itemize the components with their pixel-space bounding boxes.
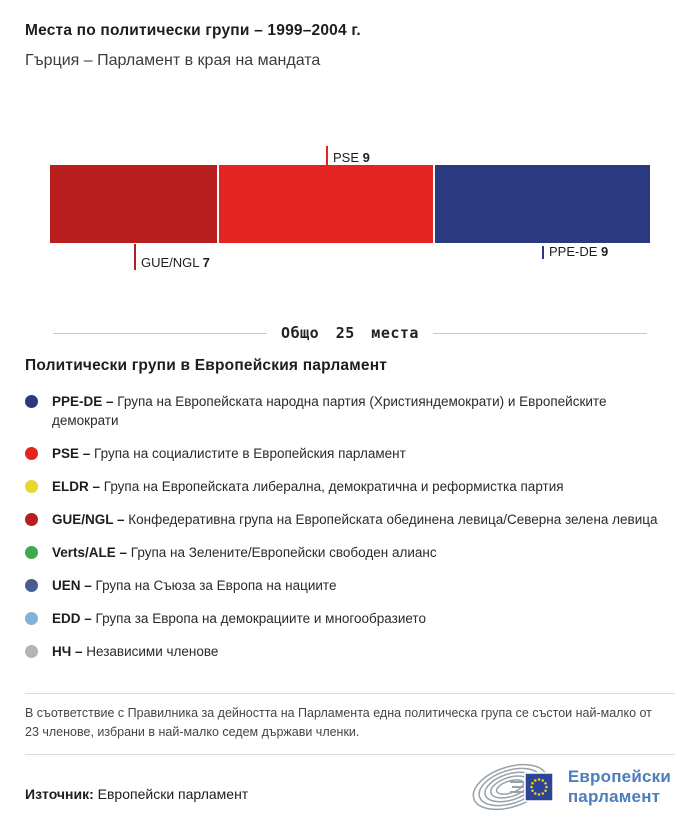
legend-color-dot — [25, 612, 38, 625]
segment-label: PSE 9 — [333, 150, 370, 165]
seats-bar-chart — [50, 142, 650, 270]
total-seats-divider — [53, 324, 647, 342]
source-value: Европейски парламент — [97, 786, 249, 802]
source-line — [25, 786, 248, 802]
bar-segment-ppe-de — [435, 165, 650, 243]
legend-color-dot — [25, 579, 38, 592]
eu-flag — [525, 773, 553, 801]
legend-item-text: Verts/ALE – Група на Зелените/Европейски свободен алианс — [52, 545, 437, 560]
european-parliament-logo — [470, 763, 671, 811]
total-seats-label: Общо 25 места — [281, 324, 419, 342]
bar-segment-pse — [219, 165, 434, 243]
ep-hemicycle-icon — [470, 763, 558, 811]
divider-line-left — [53, 333, 267, 334]
tick-mark — [134, 244, 136, 270]
legend-item-text: ELDR – Група на Европейската либерална, демократична и реформистка партия — [52, 479, 564, 494]
ep-logo-line1: Европейски — [567, 767, 671, 786]
legend-color-dot — [25, 447, 38, 460]
legend-color-dot — [25, 395, 38, 408]
bar-label-pse — [326, 146, 370, 165]
legend-list — [25, 392, 675, 661]
footnote-text: В съответствие с Правилника за дейността на Парламента една политическа група се състои най-малко от 23 членове, избрани в най-малко седем държави членки. — [25, 706, 652, 739]
tick-mark — [542, 246, 544, 259]
source-row — [25, 763, 675, 811]
legend-item-text: НЧ – Независими членове — [52, 644, 219, 659]
legend-item-pse — [25, 444, 675, 463]
segment-label: PPE-DE 9 — [549, 244, 609, 259]
source-label: Източник: — [25, 786, 94, 802]
legend-item-text: EDD – Група за Европа на демокрациите и многообразието — [52, 611, 426, 626]
legend-heading: Политически групи в Европейския парламент — [25, 357, 388, 374]
page-title: Места по политически групи – 1999–2004 г. — [25, 22, 361, 39]
legend-color-dot — [25, 645, 38, 658]
divider-line-right — [433, 333, 647, 334]
legend-color-dot — [25, 546, 38, 559]
ep-logo-line2: парламент — [567, 787, 661, 806]
legend-color-dot — [25, 513, 38, 526]
infographic-page — [25, 22, 675, 811]
tick-mark — [326, 146, 328, 165]
legend-item-edd — [25, 609, 675, 628]
legend-item-text: PSE – Група на социалистите в Европейския парламент — [52, 446, 406, 461]
legend-item-text: GUE/NGL – Конфедеративна група на Европейската обединена левица/Северна зелена левица — [52, 512, 658, 527]
legend-item-verts-ale — [25, 543, 675, 562]
page-subtitle: Гърция – Парламент в края на мандата — [25, 52, 321, 69]
ep-logo-text — [568, 767, 671, 807]
legend-item-text: UEN – Група на Съюза за Европа на нациите — [52, 578, 337, 593]
legend-item-uen — [25, 576, 675, 595]
bar-track — [50, 165, 650, 243]
footnote-block — [25, 693, 675, 755]
legend-item-ppe-de — [25, 392, 675, 430]
bar-label-ppe-de — [542, 244, 608, 259]
legend-item-нч — [25, 642, 675, 661]
legend-item-text: PPE-DE – Група на Европейската народна партия (Християндемократи) и Европейските демократи — [52, 394, 607, 428]
bar-segment-gue-ngl — [50, 165, 217, 243]
legend-item-eldr — [25, 477, 675, 496]
segment-label: GUE/NGL 7 — [141, 255, 210, 270]
legend-item-gue-ngl — [25, 510, 675, 529]
bar-label-gue-ngl — [134, 244, 210, 270]
legend-color-dot — [25, 480, 38, 493]
